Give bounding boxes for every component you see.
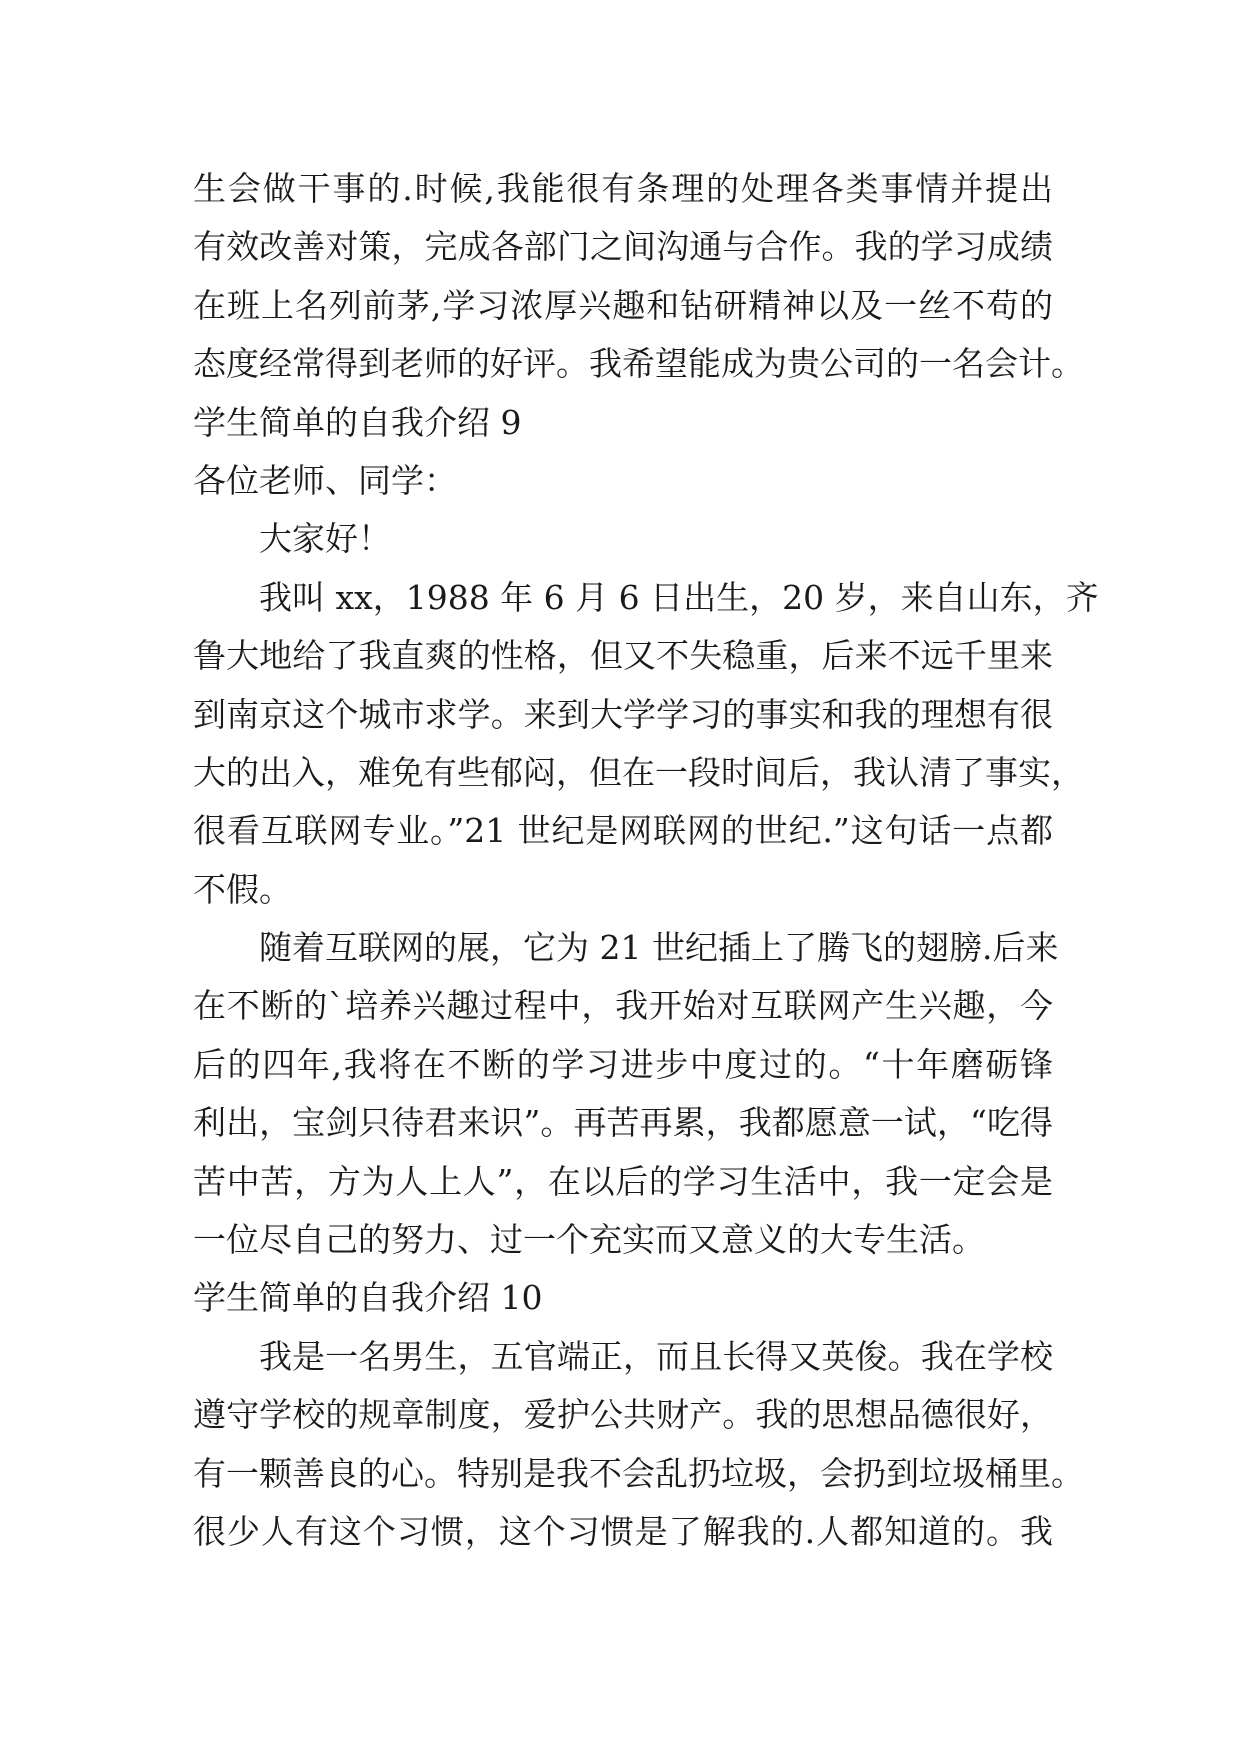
- body-line: 有一颗善良的心。特别是我不会乱扔垃圾，会扔到垃圾桶里。: [193, 1453, 1084, 1493]
- greeting-line: 大家好！: [259, 519, 391, 559]
- body-line: 利出，宝剑只待君来识”。再苦再累，我都愿意一试，“吃得: [193, 1103, 1053, 1143]
- body-line: 很少人有这个习惯，这个习惯是了解我的.人都知道的。我: [193, 1511, 1053, 1551]
- body-line: 在不断的`培养兴趣过程中，我开始对互联网产生兴趣，今: [193, 986, 1053, 1026]
- body-line: 态度经常得到老师的好评。我希望能成为贵公司的一名会计。: [193, 344, 1084, 384]
- body-line: 苦中苦，方为人上人”，在以后的学习生活中，我一定会是: [193, 1161, 1053, 1201]
- section-heading: 学生简单的自我介绍 9: [193, 402, 522, 442]
- body-line: 鲁大地给了我直爽的性格，但又不失稳重，后来不远千里来: [193, 636, 1053, 676]
- paragraph-first-line: 我叫 xx，1988 年 6 月 6 日出生，20 岁，来自山东，齐: [259, 577, 1099, 617]
- body-line: 到南京这个城市求学。来到大学学习的事实和我的理想有很: [193, 694, 1053, 734]
- body-line: 大的出入，难免有些郁闷，但在一段时间后，我认清了事实，: [193, 752, 1084, 792]
- body-line: 一位尽自己的努力、过一个充实而又意义的大专生活。: [193, 1220, 985, 1260]
- body-line: 后的四年,我将在不断的学习进步中度过的。“十年磨砺锋: [193, 1044, 1053, 1084]
- body-line: 很看互联网专业。”21 世纪是网联网的世纪.”这句话一点都: [193, 811, 1053, 851]
- body-line: 有效改善对策，完成各部门之间沟通与合作。我的学习成绩: [193, 227, 1053, 267]
- body-line: 遵守学校的规章制度，爱护公共财产。我的思想品德很好，: [193, 1395, 1053, 1435]
- document-text: [193, 160, 1099, 1561]
- body-line: 在班上名列前茅,学习浓厚兴趣和钻研精神以及一丝不苟的: [193, 285, 1053, 325]
- body-line: 生会做干事的.时候,我能很有条理的处理各类事情并提出: [193, 169, 1053, 208]
- paragraph-first-line: 随着互联网的展，它为 21 世纪插上了腾飞的翅膀.后来: [259, 928, 1059, 968]
- paragraph-first-line: 我是一名男生，五官端正，而且长得又英俊。我在学校: [259, 1336, 1053, 1376]
- salutation-line: 各位老师、同学：: [193, 460, 457, 500]
- body-line: 不假。: [193, 869, 292, 909]
- section-heading: 学生简单的自我介绍 10: [193, 1278, 543, 1318]
